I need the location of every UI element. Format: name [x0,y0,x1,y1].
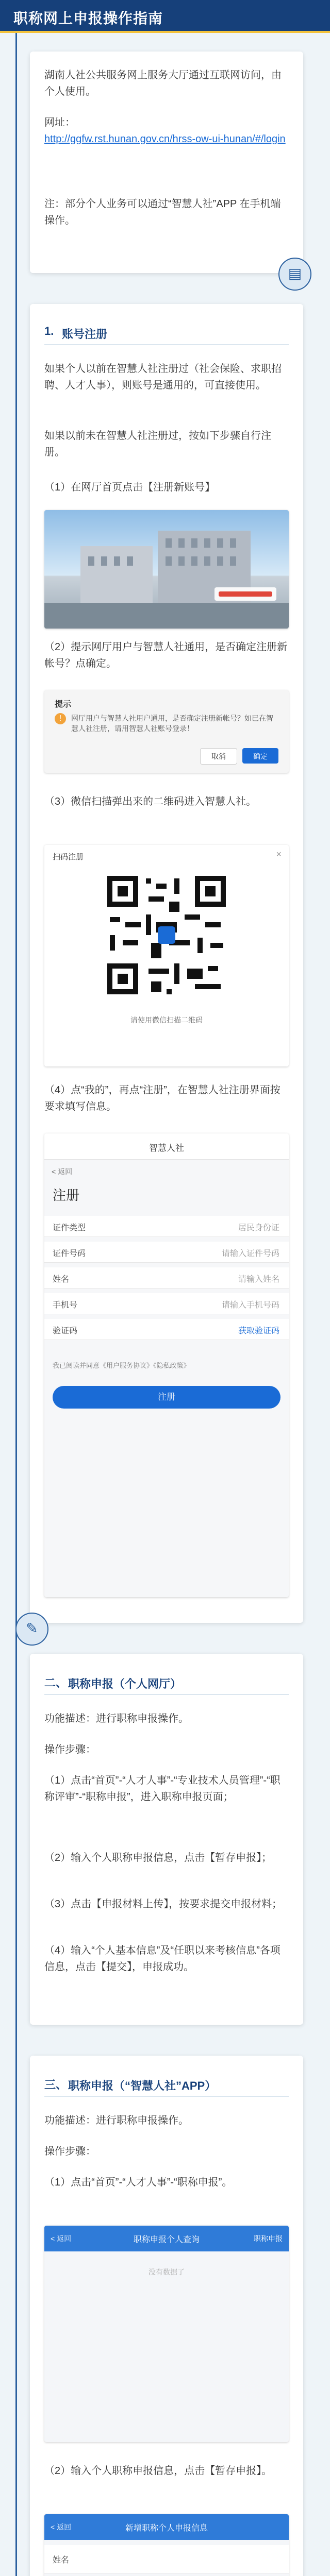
service-url-link[interactable]: http://ggfw.rst.hunan.gov.cn/hrss-ow-ui-hunan/#/login [44,133,286,145]
section3-step2: （2）输入个人职称申报信息，点击【暂存申报】。 [44,2465,272,2477]
section1-header [44,319,289,345]
section1-card [30,304,303,1623]
query-topbar-title: 职称申报个人查询 [133,2235,200,2244]
confirm-dialog [44,690,289,773]
agreement-text[interactable]: 我已阅读并同意《用户服务协议》《隐私政策》 [53,1362,190,1369]
query-topbar [44,2226,289,2251]
form-row-label: 姓名 [53,2556,70,2565]
intro-paragraph: 湖南人社公共服务网上服务大厅通过互联网访问，由个人使用。 [44,70,282,97]
dialog-text: 网厅用户与智慧人社用户通用，是否确定注册新帐号？如已在智慧人社注册，请用智慧人社账号登录！ [71,714,273,733]
section2-desc: 功能描述：进行职称申报操作。 [44,1713,189,1724]
form-back-link[interactable]: < 返回 [51,2523,72,2531]
register-screen [44,1133,289,1597]
form-topbar-title: 新增职称个人申报信息 [125,2524,208,2533]
section3-step1: （1）点击“首页”-“人才人事”-“职称申报”。 [44,2177,233,2188]
new-declaration-form [44,2514,289,2576]
qr-code-image [102,871,231,999]
section2-step2: （2）输入个人职称申报信息，点击【暂存申报】； [44,1852,272,1863]
step4-text: （4）点“我的”，再点“注册”，在智慧人社注册界面按要求填写信息。 [44,1084,280,1112]
timeline-line [15,33,17,2576]
qr-code-dialog [44,845,289,1066]
register-submit-button[interactable]: 注册 [53,1386,280,1409]
section2-step3: （3）点击【申报材料上传】，按要求提交申报材料； [44,1899,283,1910]
bookmark-icon: ✎ [15,1613,48,1646]
field-id-type[interactable]: 证件类型 居民身份证 [44,1216,289,1237]
back-link[interactable]: < 返回 [52,1167,73,1176]
dialog-ok-button[interactable]: 确定 [242,748,278,764]
building-illustration [44,510,289,629]
section1-p1: 如果个人以前在智慧人社注册过（社会保险、求职招聘、人才人事），则账号是通用的，可直接使用。 [44,363,282,391]
section1-p2: 如果以前未在智慧人社注册过，按如下步骤自行注册。 [44,430,271,458]
warning-icon: ! [55,713,66,724]
url-label: 网址： [44,117,75,128]
section2-step4: （4）输入“个人基本信息”及“任职以来考核信息”各项信息，点击【提交】，申报成功。 [44,1945,280,1973]
page-title: 职称网上申报操作指南 [13,10,163,26]
close-icon[interactable]: × [276,849,282,859]
form-topbar [44,2514,289,2540]
section3-card [30,2056,303,2576]
section3-number: 三、 [44,2078,68,2091]
section3-header [44,2071,289,2097]
step1-text: （1）在网厅首页点击【注册新账号】 [44,482,216,493]
step2-text: （2）提示网厅用户与智慧人社通用，是否确定注册新帐号？点确定。 [44,641,288,669]
qr-hint: 请使用微信扫描二维码 [130,1016,203,1024]
register-topbar-title: 智慧人社 [149,1143,184,1153]
field-name[interactable]: 姓名 请输入姓名 [44,1267,289,1289]
intro-note: 注：部分个人业务可以通过“智慧人社”APP 在手机端操作。 [44,198,281,226]
dialog-cancel-button[interactable]: 取消 [200,748,237,765]
qr-dialog-title: 扫码注册 [53,853,84,861]
header-accent-bar [0,31,330,33]
form-row[interactable] [44,2545,289,2573]
section2-steps-label: 操作步骤： [44,1744,96,1755]
section3-desc: 功能描述：进行职称申报操作。 [44,2115,189,2126]
field-id-number[interactable]: 证件号码 请输入证件号码 [44,1242,289,1263]
step3-text: （3）微信扫描弹出来的二维码进入智慧人社。 [44,796,257,807]
page-header [0,0,330,33]
field-phone[interactable]: 手机号 请输入手机号码 [44,1293,289,1314]
register-heading: 注册 [53,1188,80,1203]
new-declaration-link[interactable]: 职称申报 [254,2234,283,2243]
section2-title: 职称申报（个人网厅） [68,1677,182,1690]
section1-title: 账号注册 [62,328,108,341]
section2-header [44,1669,289,1695]
empty-state-text: 没有数据了 [148,2268,185,2276]
portal-homepage-screenshot [44,510,289,629]
section1-number: 1. [44,325,54,337]
calendar-icon: ▤ [278,258,311,291]
section2-step1: （1）点击“首页”-“人才人事”-“专业技术人员管理”-“职称评审”-“职称申报”，进入职称申报页面； [44,1775,280,1803]
section2-card [30,1654,303,2025]
intro-card [30,52,303,273]
section3-title: 职称申报（“智慧人社”APP） [68,2079,217,2092]
dialog-title: 提示 [55,700,72,709]
declaration-query-screen [44,2226,289,2442]
register-topbar [44,1133,289,1160]
field-verify-code[interactable]: 验证码 获取验证码 [44,1319,289,1340]
section2-number: 二、 [44,1676,68,1689]
query-back-link[interactable]: < 返回 [51,2234,72,2243]
section3-steps-label: 操作步骤： [44,2146,96,2157]
